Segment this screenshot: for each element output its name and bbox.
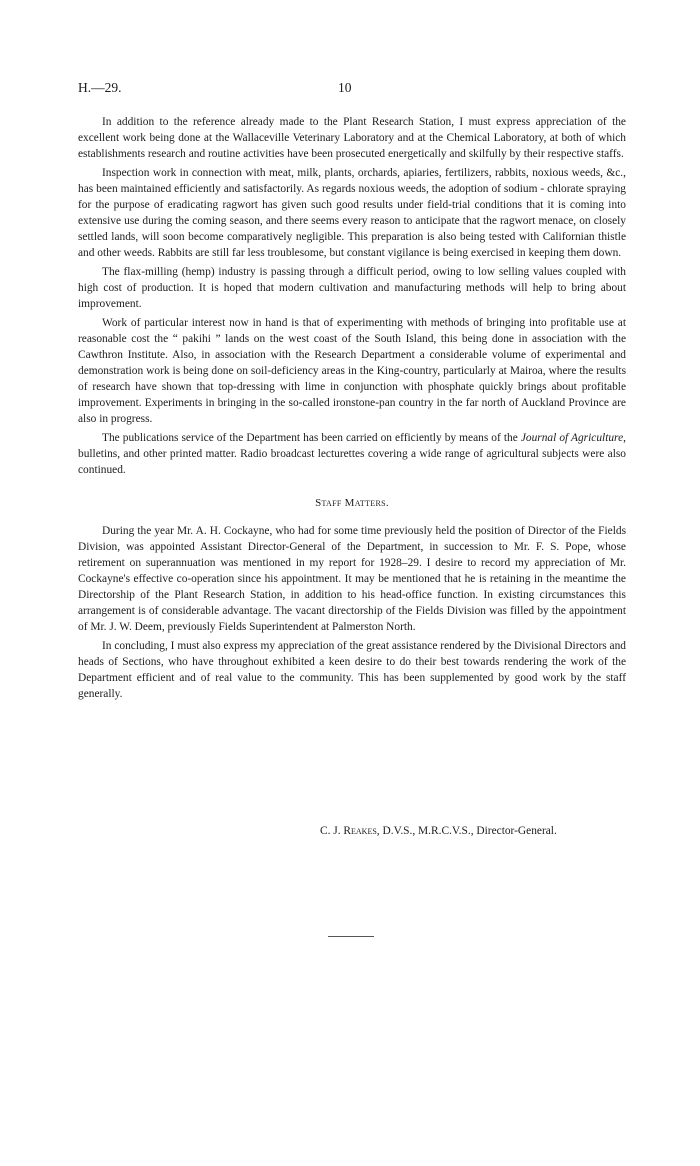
signature-line xyxy=(320,823,557,839)
signatory-initials: C. J. xyxy=(320,825,344,837)
signatory-surname: Reakes xyxy=(343,825,377,837)
paragraph-inspection-work: Inspection work in connection with meat, milk, plants, orchards, apiaries, fertilizers, rabbits, noxious weeds, &c., has been maintained efficiently and satisfactorily. As regards noxious weeds, the adoption of sodium - chlorate spraying for the purpose of eradicating ragwort has given such good results under field-trial conditions that it is coming into extensive use during the coming season, and there seems every reason to anticipate that the ragwort menace, on closely settled lands, will soon become comparatively negligible. This preparation is also being tested with Californian thistle and other weeds. Rabbits are still far less troublesome, but constant vigilance is being exercised in keeping them down. xyxy=(78,167,626,259)
paragraph-publications xyxy=(78,430,626,478)
signatory-titles: , D.V.S., M.R.C.V.S., Director-General. xyxy=(376,825,557,837)
page-header xyxy=(78,80,626,98)
paragraph-pakihi-lands: Work of particular interest now in hand is that of experimenting with methods of bringing into profitable use at reasonable cost the “ pakihi ” lands on the west coast of the South Island, this being done in association with the Cawthron Institute. Also, in association with the Research Department a considerable volume of experimental and demonstration work is being done on soil-deficiency areas in the King-country, particularly at Mairoa, where the results of research have shown that top-dressing with lime in conjunction with phosphate quickly brings about profitable improvement. Experiments in bringing in the so-called ironstone-pan country in the far north of Auckland Province are also in progress. xyxy=(78,317,626,425)
paragraph-concluding: In concluding, I must also express my appreciation of the great assistance rendered by the Divisional Directors and heads of Sections, who have throughout exhibited a keen desire to do their best towards rendering the work of the Department efficient and of real value to the community. This has been supplemented by good work by the staff generally. xyxy=(78,640,626,700)
document-body xyxy=(78,114,626,705)
paragraph-staff-appointments: During the year Mr. A. H. Cockayne, who had for some time previously held the position of Director of the Fields Division, was appointed Assistant Director-General of the Department, in succession to Mr. F. S. Pope, whose retirement on superannuation was mentioned in my report for 1928–29. I desire to record my appreciation of Mr. Cockayne's effective co-operation since his appointment. It may be mentioned that he is retaining in the meantime the Directorship of the Plant Research Station, in addition to his head-office function. In existing circumstances this arrangement is of considerable advantage. The vacant directorship of the Fields Division was filled by the appointment of Mr. J. W. Deem, previously Fields Superintendent at Palmerston North. xyxy=(78,525,626,633)
paragraph-flax-milling: The flax-milling (hemp) industry is passing through a difficult period, owing to low selling values coupled with high cost of production. It is hoped that modern cultivation and manufacturing methods will help to bring about improvement. xyxy=(78,266,626,310)
section-heading-staff-matters: Staff Matters. xyxy=(315,497,389,509)
publications-text-before: The publications service of the Department has been carried on efficiently by means of the xyxy=(102,432,521,444)
closing-rule xyxy=(328,936,374,937)
page-number: 10 xyxy=(338,80,352,95)
journal-title: Journal of Agriculture xyxy=(520,432,624,444)
document-reference: H.—29. xyxy=(78,80,122,95)
publications-text-after: , bulletins, and other printed matter. Radio broadcast lecturettes covering a wide range of agricultural subjects were also continued. xyxy=(78,432,626,476)
paragraph-laboratories: In addition to the reference already made to the Plant Research Station, I must express appreciation of the excellent work being done at the Wallaceville Veterinary Laboratory and at the Chemical Laboratory, at both of which establishments research and routine activities have been prosecuted energetically and skilfully by their respective staffs. xyxy=(78,116,626,160)
